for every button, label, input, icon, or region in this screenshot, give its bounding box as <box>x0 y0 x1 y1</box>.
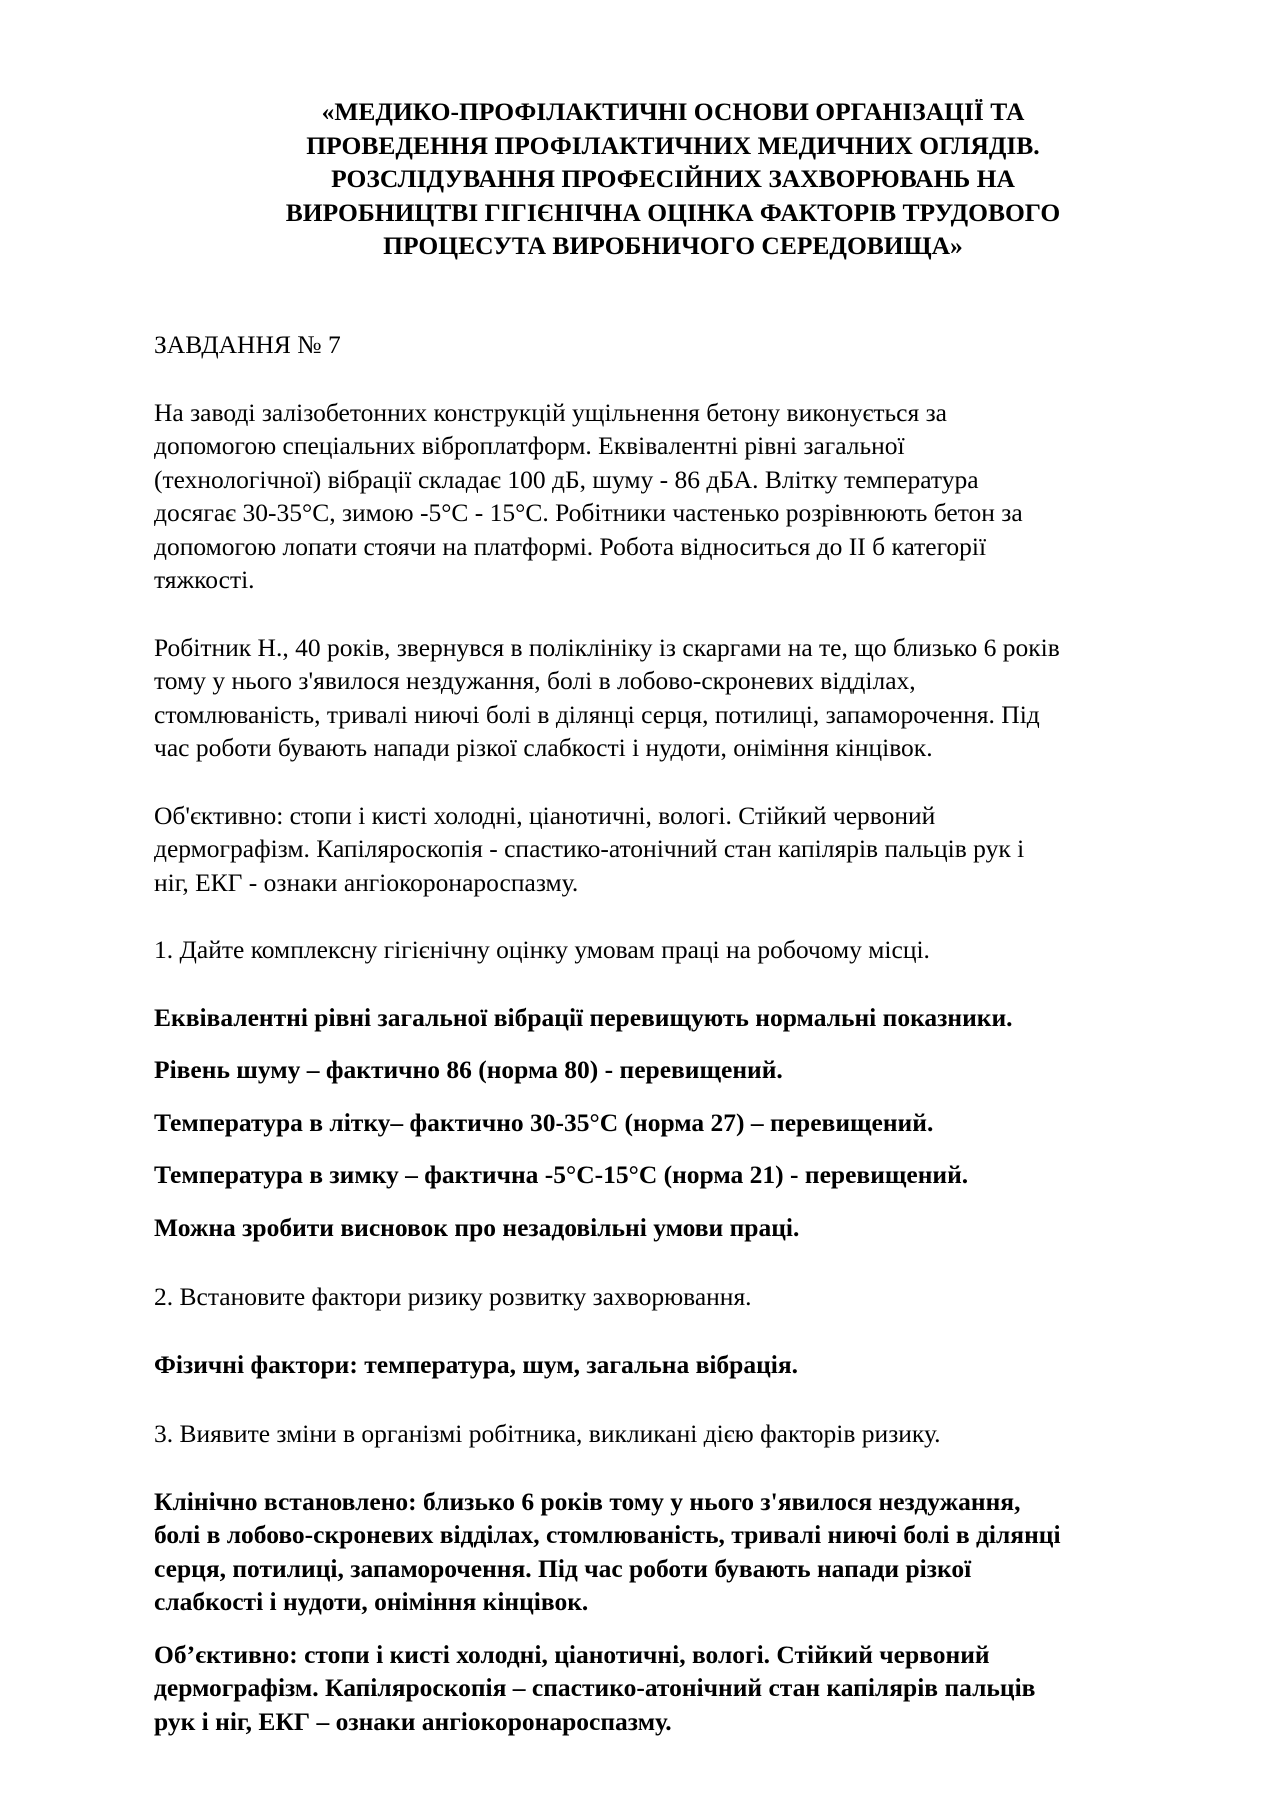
title-line: «МЕДИКО-ПРОФІЛАКТИЧНІ ОСНОВИ ОРГАНІЗАЦІЇ ТА <box>321 97 1025 126</box>
text-line: стомлюваність, тривалі ниючі болі в ділянці серця, потилиці, запаморочення. Під <box>154 699 1040 729</box>
task-heading: ЗАВДАННЯ № 7 <box>154 330 341 359</box>
answer-1-line: Температура в зимку – фактична -5°С-15°С (норма 21) - перевищений. <box>154 1160 969 1189</box>
answer-3-objective <box>154 1638 1204 1739</box>
text-line: ніг, ЕКГ - ознаки ангіокоронароспазму. <box>154 867 579 897</box>
text-line: дермографізм. Капіляроскопія - спастико-атонічний стан капілярів пальців рук і <box>154 834 1025 863</box>
text-line: болі в лобово-скроневих відділах, стомлюваність, тривалі ниючі болі в ділянці <box>154 1520 1061 1549</box>
text-line: Об'єктивно: стопи і кисті холодні, ціанотичні, вологі. Стійкий червоний <box>154 800 936 830</box>
question-2: 2. Встановите фактори ризику розвитку захворювання. <box>154 1282 752 1311</box>
text-line: Клінічно встановлено: близько 6 років тому у нього з'явилося нездужання, <box>154 1486 1021 1516</box>
title-line: ВИРОБНИЦТВІ ГІГІЄНІЧНА ОЦІНКА ФАКТОРІВ ТРУДОВОГО <box>285 197 1061 227</box>
text-line: дермографізм. Капіляроскопія – спастико-атонічний стан капілярів пальців <box>154 1673 1036 1702</box>
text-line: допомогою спеціальних віброплатформ. Еквівалентні рівні загальної <box>154 431 905 460</box>
document-body <box>154 328 1204 1738</box>
answer-2: Фізичні фактори: температура, шум, загальна вібрація. <box>154 1349 799 1379</box>
answer-3-clinical <box>154 1485 1204 1619</box>
question-3: 3. Виявите зміни в організмі робітника, викликані дією факторів ризику. <box>154 1419 941 1448</box>
text-line: рук і ніг, ЕКГ – ознаки ангіокоронароспазму. <box>154 1706 672 1736</box>
title-line: ПРОЦЕСУТА ВИРОБНИЧОГО СЕРЕДОВИЩА» <box>383 231 963 260</box>
complaints-paragraph <box>154 631 1204 765</box>
text-line: слабкості і нудоти, оніміння кінцівок. <box>154 1587 589 1616</box>
answer-1-line: Рівень шуму – фактично 86 (норма 80) - перевищений. <box>154 1055 783 1084</box>
text-line: серця, потилиці, запаморочення. Під час роботи бувають напади різкої <box>154 1553 972 1583</box>
objective-paragraph <box>154 799 1204 900</box>
text-line: час роботи бувають напади різкої слабкості і нудоти, оніміння кінцівок. <box>154 733 933 762</box>
text-line: досягає 30-35°С, зимою -5°С - 15°С. Робітники частенько розрівнюють бетон за <box>154 498 1023 527</box>
title-line: ПРОВЕДЕННЯ ПРОФІЛАКТИЧНИХ МЕДИЧНИХ ОГЛЯДІВ. <box>306 130 1040 160</box>
text-line: тому у нього з'явилося нездужання, болі в лобово-скроневих відділах, <box>154 666 916 695</box>
text-line: (технологічної) вібрації складає 100 дБ, шуму - 86 дБА. Влітку температура <box>154 464 979 494</box>
text-line: На заводі залізобетонних конструкцій ущільнення бетону виконується за <box>154 397 947 427</box>
title-line: РОЗСЛІДУВАННЯ ПРОФЕСІЙНИХ ЗАХВОРЮВАНЬ НА <box>331 164 1015 193</box>
document-title <box>150 95 1196 263</box>
answer-1-line: Еквівалентні рівні загальної вібрації перевищують нормальні показники. <box>154 1002 1013 1032</box>
text-line: Робітник Н., 40 років, звернувся в поліклініку із скаргами на те, що близько 6 років <box>154 632 1060 662</box>
text-line: допомогою лопати стоячи на платформі. Робота відноситься до II б категорії <box>154 531 987 561</box>
text-line: тяжкості. <box>154 565 255 594</box>
question-1: 1. Дайте комплексну гігієнічну оцінку умовам праці на робочому місці. <box>154 935 930 964</box>
answer-1-line: Температура в літку– фактично 30-35°С (норма 27) – перевищений. <box>154 1107 934 1137</box>
text-line: Об’єктивно: стопи і кисті холодні, ціанотичні, вологі. Стійкий червоний <box>154 1639 990 1669</box>
answer-1-line: Можна зробити висновок про незадовільні умови праці. <box>154 1212 800 1242</box>
conditions-paragraph <box>154 396 1204 597</box>
